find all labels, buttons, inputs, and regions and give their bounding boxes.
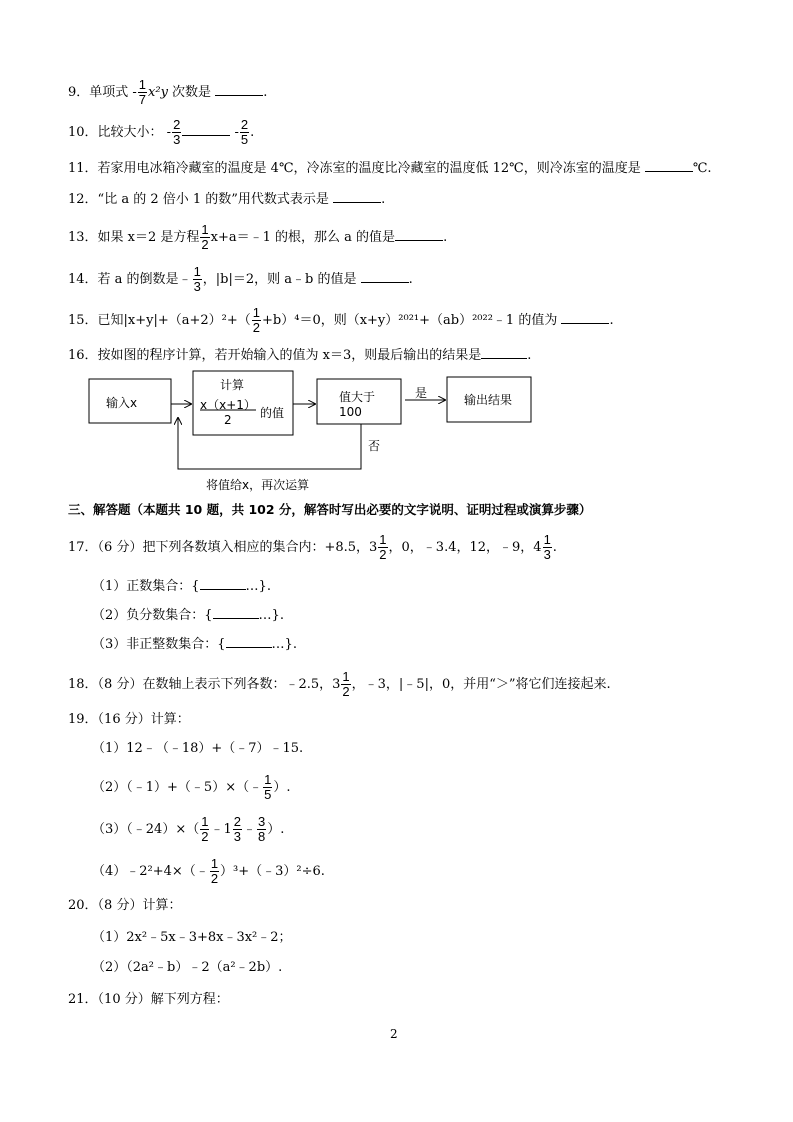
fraction: $\frac{1}{3}$ [543, 532, 551, 562]
q17-positive-set: （1）正数集合：{ …}. [92, 576, 271, 597]
fraction: $\frac{1}{3}$ [193, 264, 201, 294]
fraction: $\frac{1}{2}$ [210, 856, 219, 886]
flow-condition-text: 值大于 [339, 390, 376, 404]
question-20: 20．（8 分）计算： [68, 898, 182, 913]
flow-output-label: 输出结果 [464, 393, 513, 407]
flow-calc-denominator: 2 [224, 413, 232, 427]
q20-part-1: （1）2x²﹣5x﹣3+8x﹣3x²﹣2； [92, 930, 292, 945]
fraction: $\frac{1}{5}$ [264, 772, 272, 802]
question-17: 17．（6 分）把下列各数填入相应的集合内：+8.5，3 $\frac{1}{2}$ ，0，﹣3.4，12，﹣9，4 $\frac{1}{3}$ . [68, 532, 557, 562]
question-10: 10．比较大小： - $\frac{2}{3}$ - $\frac{2}{5}$ . [68, 117, 255, 147]
question-12: 12．“比 a 的 2 倍小 1 的数”用代数式表示是 . [68, 189, 385, 210]
answer-blank[interactable] [226, 634, 272, 648]
question-9: 9．单项式 - $\frac{1}{7}$ x²y 次数是 . [68, 77, 268, 107]
q19-part-1: （1）12﹣（﹣18）+（﹣7）﹣15. [92, 741, 304, 756]
fraction: $\frac{1}{2}$ [201, 222, 209, 252]
q19-part-3: （3）（﹣24）×（ $\frac{1}{2}$ ﹣1 $\frac{2}{3}$ ﹣ $\frac{3}{8}$ ）. [92, 814, 285, 844]
fraction: $\frac{1}{2}$ [379, 532, 387, 562]
answer-blank[interactable] [213, 605, 259, 619]
q20-part-2: （2）（2a²﹣b）﹣2（a²﹣2b）. [92, 960, 283, 975]
answer-blank[interactable] [200, 576, 246, 590]
flow-calc-suffix: 的值 [260, 406, 285, 420]
fraction: $\frac{2}{3}$ [233, 814, 241, 844]
q19-part-4: （4）﹣2²+4×（﹣ $\frac{1}{2}$ ）³+（﹣3）²÷6. [92, 856, 325, 886]
fraction: $\frac{1}{2}$ [201, 814, 209, 844]
fraction: $\frac{2}{3}$ [173, 117, 181, 147]
question-14: 14．若 a 的倒数是﹣ $\frac{1}{3}$ ，|b|＝2，则 a﹣b 的值是 . [68, 264, 413, 294]
flow-no-label: 否 [368, 439, 381, 453]
fraction: $\frac{1}{2}$ [342, 669, 350, 699]
flow-calc-numerator: x（x+1） [200, 398, 256, 412]
question-13: 13．如果 x＝2 是方程 $\frac{1}{2}$ x+a＝﹣1 的根，那么 a 的值是 . [68, 222, 448, 252]
fraction: $\frac{1}{2}$ [252, 305, 261, 335]
flow-condition-value: 100 [339, 405, 362, 419]
fraction: $\frac{1}{7}$ [138, 77, 147, 107]
fraction: $\frac{2}{5}$ [240, 117, 249, 147]
flow-calc-label: 计算 [220, 378, 245, 392]
page-number: 2 [390, 1027, 398, 1041]
q17-negative-fraction-set: （2）负分数集合：{ …}. [92, 605, 284, 626]
section-heading: 三、解答题（本题共 10 题，共 102 分，解答时写出必要的文字说明、证明过程或演算步骤） [68, 502, 592, 517]
question-18: 18．（8 分）在数轴上表示下列各数：﹣2.5，3 $\frac{1}{2}$ ，﹣3，|﹣5|，0，并用“＞”将它们连接起来. [68, 669, 611, 699]
question-11: 11．若家用电冰箱冷藏室的温度是 4℃，冷冻室的温度比冷藏室的温度低 12℃，则冷冻室的温度是 ℃. [68, 158, 712, 179]
question-21: 21．（10 分）解下列方程： [68, 992, 229, 1007]
q19-part-2: （2）（﹣1）+（﹣5）×（﹣ $\frac{1}{5}$ ）. [92, 772, 291, 802]
flow-loop-label: 将值给x，再次运算 [206, 478, 310, 492]
question-16: 16．按如图的程序计算，若开始输入的值为 x＝3，则最后输出的结果是 . [68, 345, 531, 366]
q17-nonpositive-integer-set: （3）非正整数集合：{ …}. [92, 634, 297, 655]
fraction: $\frac{3}{8}$ [257, 814, 266, 844]
question-19: 19．（16 分）计算： [68, 712, 190, 727]
flow-input-label: 输入x [106, 396, 138, 410]
flow-yes-label: 是 [415, 386, 428, 400]
question-15: 15．已知|x+y|+（a+2）²+（ $\frac{1}{2}$ +b）⁴＝0，则（x+y）²⁰²¹+（ab）²⁰²²﹣1 的值为 . [68, 305, 614, 335]
loop-arrow [178, 418, 361, 469]
